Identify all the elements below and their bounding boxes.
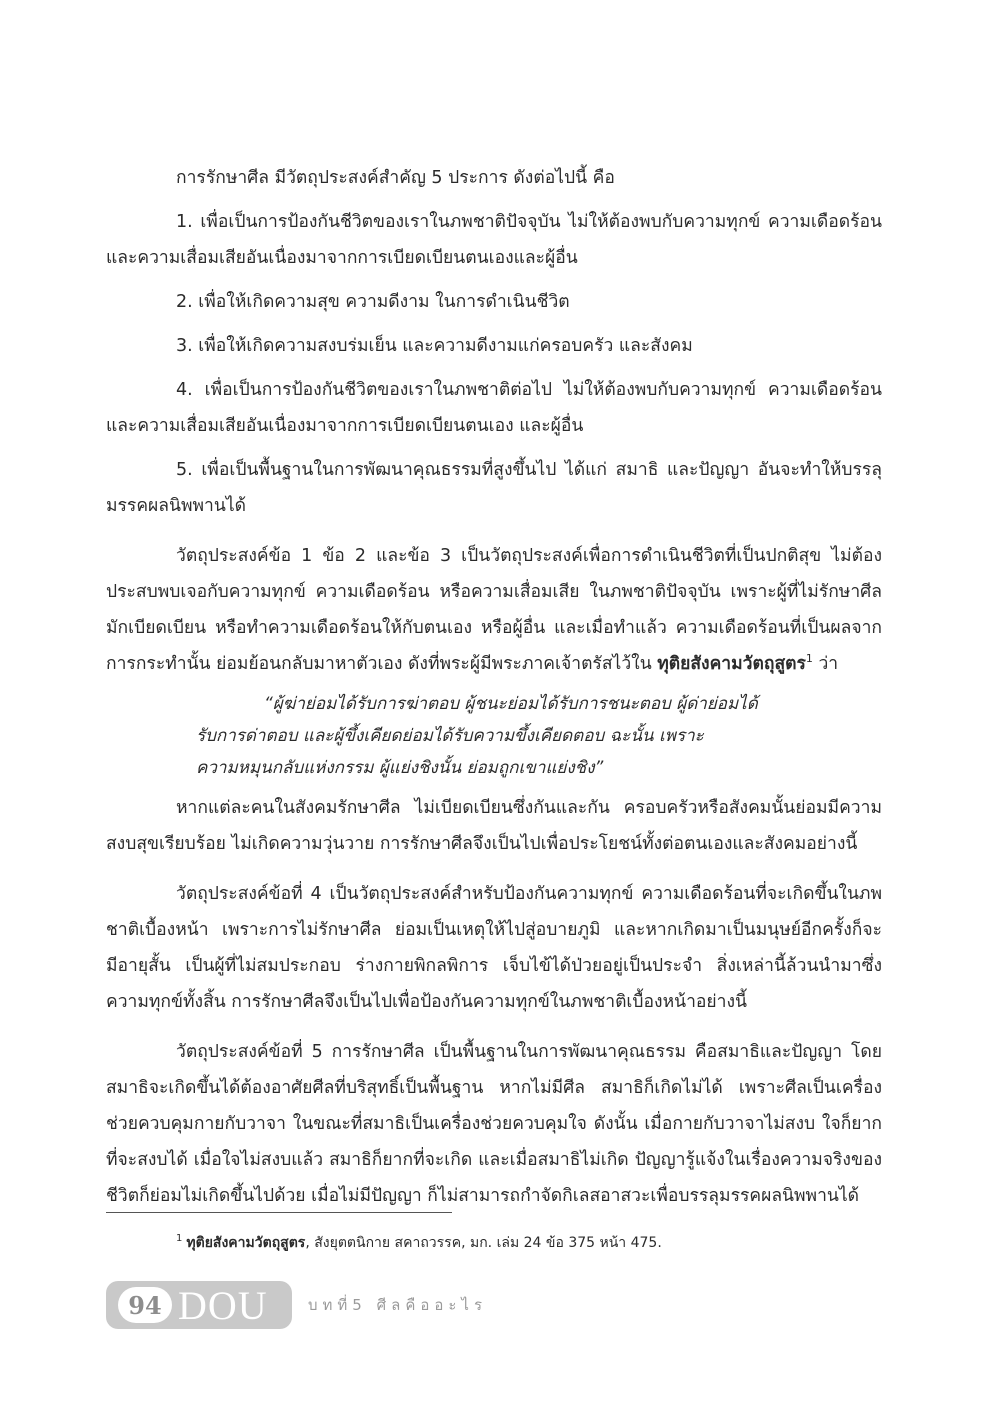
objective-5-paragraph: วัตถุประสงค์ข้อที่ 5 การรักษาศีล เป็นพื้นฐานในการพัฒนาคุณธรรม คือสมาธิและปัญญา โดยสมาธิจะเกิดขึ้นได้ต้องอาศัยศีลที่บริสุทธิ์เป็นพื้นฐาน หากไม่มีศีล สมาธิก็เกิดไม่ได้ เพราะศีลเป็นเครื่องช่วยควบคุมกายกับวาจา ในขณะที่สมาธิเป็นเครื่องช่วยควบคุมใจ ดังนั้น เมื่อกายกับวาจาไม่สงบ ใจก็ยากที่จะสงบได้ เมื่อใจไม่สงบแล้ว สมาธิก็ยากที่จะเกิด และเมื่อสมาธิไม่เกิด ปัญญารู้แจ้งในเรื่องความจริงของชีวิตก็ย่อมไม่เกิดขึ้นไปด้วย เมื่อไม่มีปัญญา ก็ไม่สามารถกำจัดกิเลสอาสวะเพื่อบรรลุมรรคผลนิพพานได้: [106, 1042, 882, 1206]
objective-4-paragraph: วัตถุประสงค์ข้อที่ 4 เป็นวัตถุประสงค์สำหรับป้องกันความทุกข์ ความเดือดร้อนที่จะเกิดขึ้นในภพชาติเบื้องหน้า เพราะการไม่รักษาศีล ย่อมเป็นเหตุให้ไปสู่อบายภูมิ และหากเกิดมาเป็นมนุษย์อีกครั้งก็จะมีอายุสั้น เป็นผู้ที่ไม่สมประกอบ ร่างกายพิกลพิการ เจ็บไข้ได้ป่วยอยู่เป็นประจำ สิ่งเหล่านี้ล้วนนำมาซึ่งความทุกข์ทั้งสิ้น การรักษาศีลจึงเป็นไปเพื่อป้องกันความทุกข์ในภพชาติเบื้องหน้าอย่างนี้: [106, 884, 882, 1012]
footnote-reference[interactable]: 1: [805, 652, 813, 666]
sutta-title: ทุติยสังคามวัตถุสูตร: [657, 654, 806, 674]
footnote-divider: [106, 1212, 452, 1213]
footnote: [176, 1232, 896, 1254]
objective-item-5: 5. เพื่อเป็นพื้นฐานในการพัฒนาคุณธรรมที่สูงขึ้นไป ได้แก่ สมาธิ และปัญญา อันจะทำให้บรรลุมรรคผลนิพพานได้: [106, 460, 882, 516]
page-number: 94: [118, 1287, 172, 1323]
sutta-quote: [196, 688, 816, 784]
explanation-paragraph: [106, 538, 882, 682]
intro-paragraph: การรักษาศีล มีวัตถุประสงค์สำคัญ 5 ประการ ดังต่อไปนี้ คือ: [176, 168, 615, 188]
objective-item-2: 2. เพื่อให้เกิดความสุข ความดีงาม ในการดำเนินชีวิต: [176, 292, 570, 312]
quote-line: “ผู้ฆ่าย่อมได้รับการฆ่าตอบ ผู้ชนะย่อมได้รับการชนะตอบ ผู้ด่าย่อมได้: [264, 694, 758, 714]
explanation-text: วัตถุประสงค์ข้อ 1 ข้อ 2 และข้อ 3 เป็นวัตถุประสงค์เพื่อการดำเนินชีวิตที่เป็นปกติสุข ไม่ต้องประสบพบเจอกับความทุกข์ ความเดือดร้อน หรือความเสื่อมเสีย ในภพชาติปัจจุบัน เพราะผู้ที่ไม่รักษาศีลมักเบียดเบียน หรือทำความเดือดร้อนให้กับตนเอง หรือผู้อื่น และเมื่อทำแล้ว ความเดือดร้อนที่เป็นผลจากการกระทำนั้น ย่อมย้อนกลับมาหาตัวเอง ดังที่พระผู้มีพระภาคเจ้าตรัสไว้ใน: [106, 546, 882, 674]
footer-badge: [106, 1281, 292, 1329]
main-content: [106, 160, 882, 1214]
footnote-number: 1: [176, 1233, 183, 1245]
footnote-citation: , สังยุตตนิกาย สคาถวรรค, มก. เล่ม 24 ข้อ 375 หน้า 475.: [305, 1235, 662, 1251]
dou-logo-text: DOU: [178, 1282, 268, 1328]
explanation-tail: ว่า: [812, 654, 839, 674]
page-footer: [106, 1281, 487, 1329]
objective-item-3: 3. เพื่อให้เกิดความสงบร่มเย็น และความดีงามแก่ครอบครัว และสังคม: [176, 336, 693, 356]
footnote-title: ทุติยสังคามวัตถุสูตร: [186, 1235, 306, 1251]
quote-line: รับการด่าตอบ และผู้ขึ้งเคียดย่อมได้รับความขึ้งเคียดตอบ ฉะนั้น เพราะ: [196, 726, 704, 746]
objective-item-4: 4. เพื่อเป็นการป้องกันชีวิตของเราในภพชาติต่อไป ไม่ให้ต้องพบกับความทุกข์ ความเดือดร้อน และความเสื่อมเสียอันเนื่องมาจากการเบียดเบียนตนเอง และผู้อื่น: [106, 380, 882, 436]
chapter-title: บทที่5 ศีลคืออะไร: [308, 1296, 488, 1314]
quote-line: ความหมุนกลับแห่งกรรม ผู้แย่งชิงนั้น ย่อมถูกเขาแย่งชิง”: [196, 758, 604, 778]
objective-item-1: 1. เพื่อเป็นการป้องกันชีวิตของเราในภพชาติปัจจุบัน ไม่ให้ต้องพบกับความทุกข์ ความเดือดร้อน และความเสื่อมเสียอันเนื่องมาจากการเบียดเบียนตนเองและผู้อื่น: [106, 212, 882, 268]
society-paragraph: หากแต่ละคนในสังคมรักษาศีล ไม่เบียดเบียนซึ่งกันและกัน ครอบครัวหรือสังคมนั้นย่อมมีความสงบสุขเรียบร้อย ไม่เกิดความวุ่นวาย การรักษาศีลจึงเป็นไปเพื่อประโยชน์ทั้งต่อตนเองและสังคมอย่างนี้: [106, 798, 882, 854]
